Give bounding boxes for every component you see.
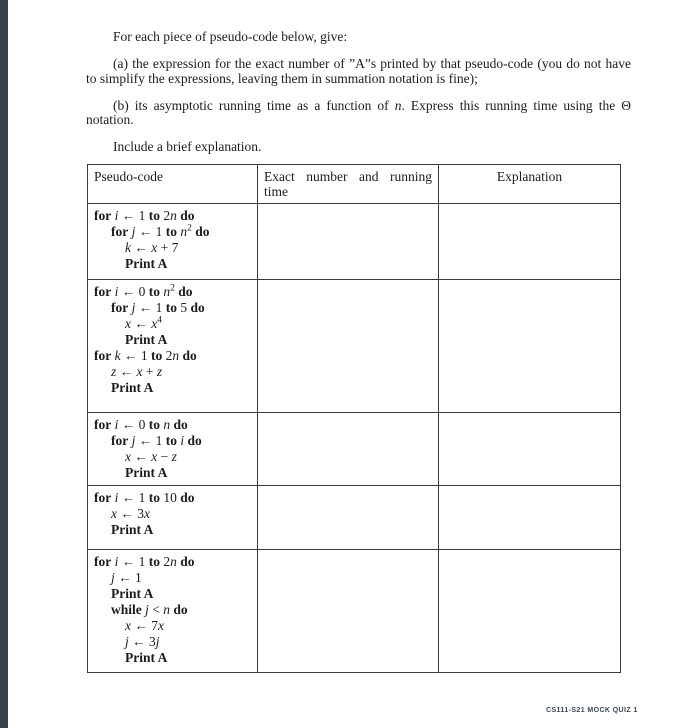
- code-variable: n: [170, 208, 177, 223]
- code-variable: i: [180, 433, 185, 448]
- code-variable: k: [125, 240, 131, 255]
- code-text: 4: [157, 315, 162, 326]
- code-keyword: for: [94, 284, 112, 299]
- header-pseudo-code: Pseudo-code: [88, 165, 258, 204]
- table-row: [88, 486, 621, 550]
- code-line: [94, 364, 251, 380]
- code-text: ← 1: [118, 208, 149, 223]
- code-keyword: do: [182, 348, 197, 363]
- code-text: ← 1: [135, 224, 166, 239]
- code-text: ← 3: [117, 506, 144, 521]
- code-text: ← 1: [120, 348, 151, 363]
- code-variable: j: [131, 224, 136, 239]
- code-text: 2: [160, 554, 171, 569]
- table-body: [88, 204, 621, 673]
- code-line: [94, 417, 251, 433]
- code-text: Include a brief explanation.: [113, 139, 262, 155]
- code-text: ← 1: [135, 300, 166, 315]
- code-text: 2: [187, 223, 192, 234]
- code-text: (a) the expression for the exact number of ”A”s printed by that pseudo-code (you do not have to simplify the expressions, leaving them in summation notation is fine);: [86, 56, 631, 86]
- code-text: 5: [177, 300, 191, 315]
- code-keyword: for: [94, 208, 112, 223]
- code-keyword: to: [148, 490, 161, 505]
- code-line: [94, 284, 251, 300]
- code-variable: x: [125, 316, 131, 331]
- viewer-edge-strip: [0, 0, 8, 728]
- pseudo-code-table: [87, 164, 621, 673]
- code-keyword: while: [111, 602, 142, 617]
- code-line: [94, 208, 251, 224]
- code-variable: x: [151, 449, 158, 464]
- code-text: ← 1: [118, 554, 149, 569]
- code-text: ← 3: [128, 634, 156, 649]
- code-keyword: Print A: [125, 465, 168, 480]
- explanation-cell: [439, 204, 621, 280]
- code-keyword: for: [111, 224, 129, 239]
- explanation-cell: [439, 486, 621, 550]
- instruction-paragraph: [86, 140, 631, 155]
- instruction-paragraph: [86, 57, 631, 86]
- code-keyword: Print A: [111, 586, 154, 601]
- code-keyword: to: [148, 417, 161, 432]
- code-variable: z: [111, 364, 117, 379]
- code-variable: x: [144, 506, 150, 521]
- code-line: [94, 449, 251, 465]
- table-row: [88, 280, 621, 413]
- code-line: [94, 224, 251, 240]
- code-variable: x: [125, 618, 131, 633]
- code-keyword: Print A: [111, 380, 154, 395]
- code-variable: i: [114, 284, 119, 299]
- exact-number-cell: [258, 486, 439, 550]
- code-text: <: [148, 602, 164, 617]
- code-variable: n: [394, 97, 402, 113]
- code-variable: k: [114, 348, 121, 363]
- exact-number-cell: [258, 280, 439, 413]
- explanation-cell: [439, 413, 621, 486]
- code-keyword: Print A: [125, 332, 168, 347]
- code-line: [94, 586, 251, 602]
- code-keyword: for: [111, 433, 129, 448]
- code-text: 2: [160, 208, 171, 223]
- code-variable: x: [125, 449, 131, 464]
- code-variable: x: [151, 240, 158, 255]
- code-variable: n: [163, 284, 171, 299]
- code-line: [94, 650, 251, 666]
- code-keyword: do: [178, 284, 193, 299]
- code-variable: z: [171, 449, 177, 464]
- code-keyword: for: [94, 348, 112, 363]
- pseudo-code-cell: [88, 550, 258, 673]
- code-keyword: to: [148, 208, 161, 223]
- code-line: [94, 634, 251, 650]
- code-text: 2: [170, 283, 175, 294]
- code-line: [94, 522, 251, 538]
- code-keyword: Print A: [125, 650, 168, 665]
- code-variable: n: [172, 348, 180, 363]
- code-keyword: to: [148, 284, 161, 299]
- code-line: [94, 380, 251, 396]
- code-line: [94, 465, 251, 481]
- code-line: [94, 554, 251, 570]
- code-line: [94, 570, 251, 586]
- explanation-cell: [439, 280, 621, 413]
- explanation-cell: [439, 550, 621, 673]
- code-text: For each piece of pseudo-code below, give:: [113, 29, 348, 44]
- code-line: [94, 256, 251, 272]
- code-variable: j: [155, 634, 160, 649]
- code-line: [94, 618, 251, 634]
- table-row: [88, 550, 621, 673]
- code-line: [94, 490, 251, 506]
- code-variable: j: [111, 570, 115, 585]
- code-variable: x: [111, 506, 117, 521]
- code-text: ← 1: [118, 490, 149, 505]
- code-text: ← 0: [118, 417, 149, 432]
- header-explanation: Explanation: [439, 165, 621, 204]
- pseudo-code-cell: [88, 280, 258, 413]
- code-variable: i: [114, 554, 119, 569]
- code-keyword: do: [187, 433, 202, 448]
- code-keyword: do: [190, 300, 205, 315]
- code-variable: x: [158, 618, 164, 633]
- code-keyword: do: [180, 208, 195, 223]
- code-keyword: to: [165, 224, 178, 239]
- code-text: ←: [131, 240, 152, 255]
- header-exact-number: Exact number and running time: [258, 165, 439, 204]
- code-keyword: do: [173, 602, 188, 617]
- code-line: [94, 332, 251, 348]
- code-text: ←: [131, 316, 152, 331]
- code-line: [94, 300, 251, 316]
- code-variable: x: [151, 316, 158, 331]
- table-row: [88, 413, 621, 486]
- pseudo-code-cell: [88, 486, 258, 550]
- code-text: + 7: [157, 240, 179, 255]
- code-text: ← 1: [114, 570, 142, 585]
- table-header: [88, 165, 621, 204]
- code-line: [94, 348, 251, 364]
- code-variable: x: [136, 364, 143, 379]
- code-line: [94, 433, 251, 449]
- code-text: ← 7: [131, 618, 158, 633]
- pseudo-code-cell: [88, 413, 258, 486]
- exact-number-cell: [258, 413, 439, 486]
- code-variable: i: [114, 208, 119, 223]
- code-line: [94, 506, 251, 522]
- code-keyword: to: [151, 348, 163, 363]
- code-keyword: do: [180, 554, 195, 569]
- code-variable: n: [163, 417, 171, 432]
- code-keyword: to: [148, 554, 161, 569]
- code-variable: n: [163, 602, 171, 617]
- code-variable: i: [114, 490, 119, 505]
- code-keyword: for: [94, 417, 112, 432]
- code-variable: i: [114, 417, 119, 432]
- code-text: (b) its asymptotic running time as a function of: [113, 97, 395, 113]
- code-variable: j: [131, 300, 136, 315]
- pseudo-code-cell: [88, 204, 258, 280]
- instruction-paragraph: [86, 99, 631, 128]
- code-text: +: [142, 364, 157, 379]
- code-keyword: do: [173, 417, 188, 432]
- code-text: ← 1: [135, 433, 166, 448]
- exact-number-cell: [258, 204, 439, 280]
- code-keyword: for: [94, 490, 112, 505]
- code-text: . Express this running time using the Θ notation.: [86, 97, 632, 128]
- code-text: 2: [162, 348, 173, 363]
- code-text: −: [157, 449, 172, 464]
- code-variable: j: [125, 634, 129, 649]
- code-line: [94, 316, 251, 332]
- code-variable: j: [145, 602, 149, 617]
- code-text: 10: [160, 490, 181, 505]
- footer-label: CS111-S21 MOCK QUIZ 1: [546, 707, 638, 714]
- table-row: [88, 204, 621, 280]
- instruction-paragraph: [86, 30, 631, 45]
- table-header-row: [88, 165, 621, 204]
- code-line: [94, 602, 251, 618]
- code-keyword: Print A: [125, 256, 168, 271]
- code-variable: j: [131, 433, 136, 448]
- code-variable: n: [180, 224, 188, 239]
- code-keyword: do: [195, 224, 210, 239]
- code-variable: z: [156, 364, 163, 379]
- code-text: ←: [116, 364, 137, 379]
- code-keyword: to: [165, 433, 178, 448]
- code-text: ←: [131, 449, 152, 464]
- code-text: ← 0: [118, 284, 149, 299]
- code-keyword: for: [111, 300, 129, 315]
- code-keyword: do: [180, 490, 195, 505]
- code-variable: n: [170, 554, 177, 569]
- code-keyword: for: [94, 554, 112, 569]
- instructions-block: [86, 30, 631, 168]
- code-keyword: to: [165, 300, 178, 315]
- code-keyword: Print A: [111, 522, 154, 537]
- exact-number-cell: [258, 550, 439, 673]
- code-line: [94, 240, 251, 256]
